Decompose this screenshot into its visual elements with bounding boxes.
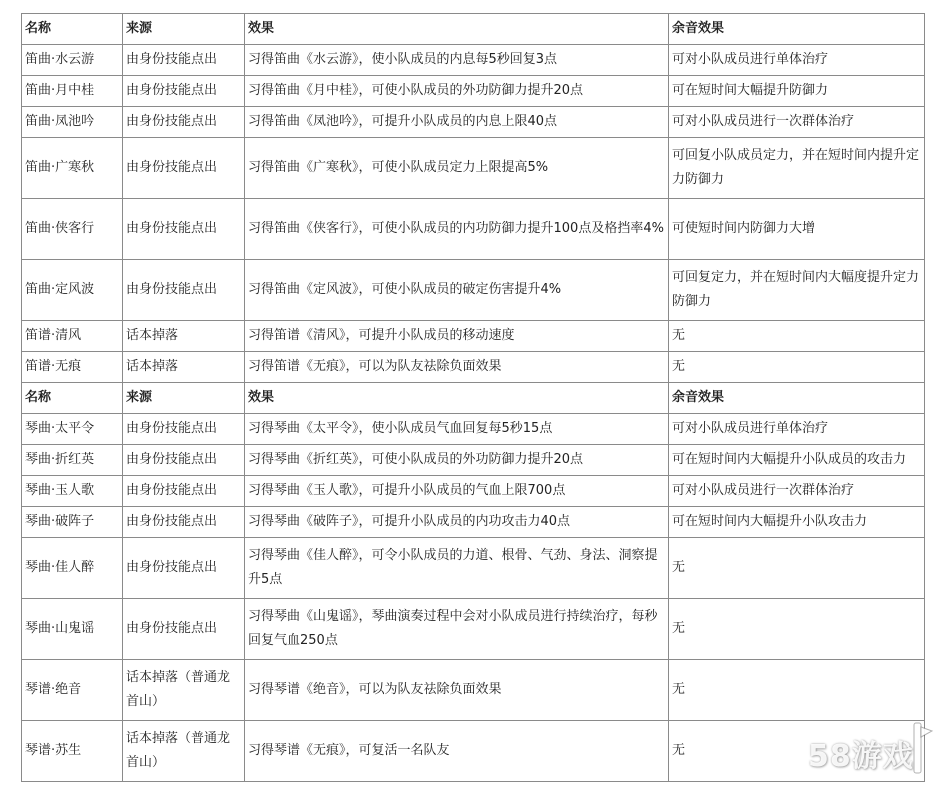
header-echo: 余音效果	[669, 14, 925, 45]
row-echo: 可在短时间大幅提升防御力	[669, 76, 925, 107]
row-echo: 无	[669, 660, 925, 721]
watermark-text: 58游戏	[808, 739, 914, 774]
row-name: 琴曲·山鬼谣	[22, 599, 123, 660]
row-effect: 习得琴曲《佳人醉》，可令小队成员的力道、根骨、气劲、身法、洞察提升5点	[245, 538, 669, 599]
header-source: 来源	[123, 383, 245, 414]
table-row	[22, 138, 925, 199]
table-row	[22, 599, 925, 660]
table-row	[22, 45, 925, 76]
row-effect: 习得琴谱《绝音》，可以为队友祛除负面效果	[245, 660, 669, 721]
row-effect: 习得琴曲《折红英》，可使小队成员的外功防御力提升20点	[245, 445, 669, 476]
header-name: 名称	[22, 14, 123, 45]
row-name: 琴曲·破阵子	[22, 507, 123, 538]
row-source: 由身份技能点出	[123, 599, 245, 660]
row-source: 由身份技能点出	[123, 507, 245, 538]
row-effect: 习得笛谱《清风》，可提升小队成员的移动速度	[245, 321, 669, 352]
table-row	[22, 352, 925, 383]
row-echo: 可回复定力，并在短时间内大幅度提升定力防御力	[669, 260, 925, 321]
row-name: 琴曲·佳人醉	[22, 538, 123, 599]
row-name: 笛曲·侠客行	[22, 199, 123, 260]
row-source: 由身份技能点出	[123, 414, 245, 445]
skill-table	[21, 13, 925, 782]
header-echo: 余音效果	[669, 383, 925, 414]
row-source: 由身份技能点出	[123, 107, 245, 138]
row-name: 琴谱·苏生	[22, 721, 123, 782]
row-source: 话本掉落（普通龙首山）	[123, 660, 245, 721]
row-effect: 习得笛曲《广寒秋》，可使小队成员定力上限提高5%	[245, 138, 669, 199]
row-echo: 无	[669, 599, 925, 660]
header-name: 名称	[22, 383, 123, 414]
row-name: 笛曲·广寒秋	[22, 138, 123, 199]
row-name: 笛曲·凤池吟	[22, 107, 123, 138]
row-name: 笛谱·无痕	[22, 352, 123, 383]
row-name: 琴谱·绝音	[22, 660, 123, 721]
row-echo: 可对小队成员进行单体治疗	[669, 414, 925, 445]
flag-icon	[912, 719, 934, 777]
row-name: 笛曲·水云游	[22, 45, 123, 76]
table-row	[22, 199, 925, 260]
table-row	[22, 260, 925, 321]
row-name: 笛曲·定风波	[22, 260, 123, 321]
table-row	[22, 445, 925, 476]
header-source: 来源	[123, 14, 245, 45]
row-echo: 可回复小队成员定力，并在短时间内提升定力防御力	[669, 138, 925, 199]
row-source: 话本掉落	[123, 352, 245, 383]
table-row	[22, 660, 925, 721]
row-effect: 习得笛曲《水云游》，使小队成员的内息每5秒回复3点	[245, 45, 669, 76]
table-row	[22, 721, 925, 782]
row-effect: 习得琴曲《山鬼谣》，琴曲演奏过程中会对小队成员进行持续治疗，每秒回复气血250点	[245, 599, 669, 660]
row-echo: 可对小队成员进行一次群体治疗	[669, 476, 925, 507]
table-row	[22, 321, 925, 352]
row-name: 笛曲·月中桂	[22, 76, 123, 107]
row-source: 由身份技能点出	[123, 199, 245, 260]
row-echo: 可在短时间内大幅提升小队攻击力	[669, 507, 925, 538]
row-name: 笛谱·清风	[22, 321, 123, 352]
row-echo: 可对小队成员进行单体治疗	[669, 45, 925, 76]
row-echo: 无	[669, 352, 925, 383]
row-effect: 习得笛曲《月中桂》，可使小队成员的外功防御力提升20点	[245, 76, 669, 107]
row-effect: 习得笛曲《侠客行》，可使小队成员的内功防御力提升100点及格挡率4%	[245, 199, 669, 260]
table-row	[22, 107, 925, 138]
row-source: 话本掉落	[123, 321, 245, 352]
row-name: 琴曲·玉人歌	[22, 476, 123, 507]
row-echo: 可在短时间内大幅提升小队成员的攻击力	[669, 445, 925, 476]
table-row	[22, 76, 925, 107]
header-row	[22, 14, 925, 45]
table-row	[22, 538, 925, 599]
row-source: 由身份技能点出	[123, 538, 245, 599]
row-source: 由身份技能点出	[123, 260, 245, 321]
row-effect: 习得琴谱《无痕》，可复活一名队友	[245, 721, 669, 782]
row-echo: 无	[669, 538, 925, 599]
header-effect: 效果	[245, 383, 669, 414]
row-effect: 习得琴曲《玉人歌》，可提升小队成员的气血上限700点	[245, 476, 669, 507]
row-source: 话本掉落（普通龙首山）	[123, 721, 245, 782]
header-row	[22, 383, 925, 414]
row-source: 由身份技能点出	[123, 445, 245, 476]
row-name: 琴曲·太平令	[22, 414, 123, 445]
row-source: 由身份技能点出	[123, 76, 245, 107]
row-source: 由身份技能点出	[123, 476, 245, 507]
table-row	[22, 507, 925, 538]
row-effect: 习得笛曲《定风波》，可使小队成员的破定伤害提升4%	[245, 260, 669, 321]
row-effect: 习得琴曲《太平令》，使小队成员气血回复每5秒15点	[245, 414, 669, 445]
header-effect: 效果	[245, 14, 669, 45]
row-source: 由身份技能点出	[123, 138, 245, 199]
row-echo: 可使短时间内防御力大增	[669, 199, 925, 260]
table-row	[22, 414, 925, 445]
row-name: 琴曲·折红英	[22, 445, 123, 476]
row-echo: 无	[669, 321, 925, 352]
row-effect: 习得笛曲《凤池吟》，可提升小队成员的内息上限40点	[245, 107, 669, 138]
row-echo: 可对小队成员进行一次群体治疗	[669, 107, 925, 138]
row-effect: 习得笛谱《无痕》，可以为队友祛除负面效果	[245, 352, 669, 383]
table-row	[22, 476, 925, 507]
row-effect: 习得琴曲《破阵子》，可提升小队成员的内功攻击力40点	[245, 507, 669, 538]
row-echo: 无	[669, 721, 925, 782]
row-source: 由身份技能点出	[123, 45, 245, 76]
watermark-logo	[808, 719, 928, 779]
